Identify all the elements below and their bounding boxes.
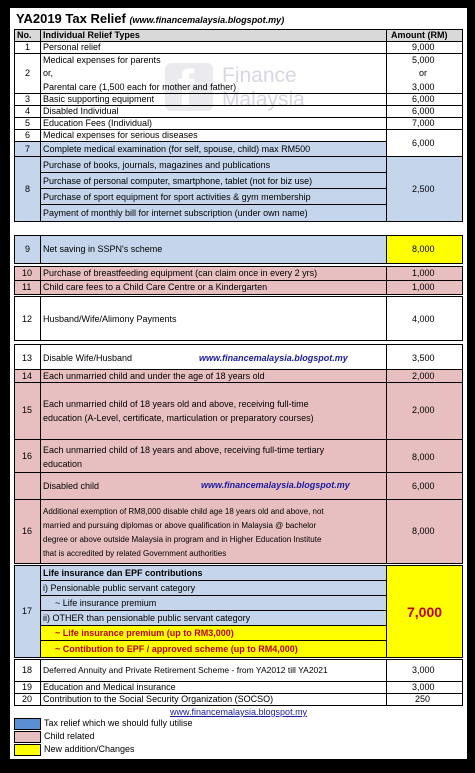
row-amount: 4,000 [412, 314, 435, 324]
row15-amount [386, 382, 463, 440]
row8-label-4 [40, 204, 387, 222]
watermark-url[interactable]: www.financemalaysia.blogspot.my [199, 353, 348, 363]
row-label-line: Medical expenses for parents [43, 55, 161, 65]
row2-amount [386, 53, 463, 94]
row-no: 6 [25, 130, 31, 140]
row-amount: 2,500 [412, 184, 435, 194]
row-amount: or [419, 68, 428, 78]
row-label-line: Each unmarried child of 18 years old and above, receiving full-time [43, 399, 309, 409]
row-label: Net saving in SSPN's scheme [43, 244, 163, 254]
row7-no [14, 141, 41, 157]
row-label: Personal relief [43, 42, 101, 52]
row-no: 18 [22, 665, 33, 675]
row-label-line: Each unmarried child of 18 years and above, receiving full-time tertiary [43, 445, 325, 455]
row-amount: 1,000 [412, 268, 435, 278]
row-amount: 8,000 [412, 452, 435, 462]
row17-amount [386, 565, 463, 658]
watermark-url[interactable]: www.financemalaysia.blogspot.my [201, 480, 350, 490]
row20-label [40, 693, 387, 706]
row8-label-2 [40, 172, 387, 189]
row12-label [40, 296, 387, 341]
row14-no [14, 369, 41, 383]
row8-label-3 [40, 188, 387, 205]
row17-label-5 [40, 625, 387, 641]
row17-label-2 [40, 580, 387, 596]
row-label: Purchase of books, journals, magazines and publications [43, 160, 271, 170]
row16c-no [14, 499, 41, 564]
row-no: 13 [22, 353, 33, 363]
row-no: 16 [22, 526, 33, 536]
row10-amount [386, 266, 463, 281]
row2-no [14, 53, 41, 94]
row-amount: 6,000 [412, 106, 435, 116]
row-no: 3 [25, 94, 31, 104]
row9-no [14, 235, 41, 264]
row-amount: 250 [415, 694, 431, 704]
row-amount-highlight: 7,000 [407, 604, 443, 620]
row-amount: 5,000 [412, 55, 435, 65]
row-no: 11 [22, 282, 32, 292]
header-amount-text: Amount (RM) [391, 30, 448, 40]
row12-no [14, 296, 41, 341]
row-amount: 2,000 [412, 371, 435, 381]
row-label: Disabled Individual [43, 106, 119, 116]
logo-letter: f [177, 60, 195, 118]
row-amount: 7,000 [412, 118, 435, 128]
row-label: Deferred Annuity and Private Retirement Scheme - from YA2012 till YA2021 [43, 665, 328, 675]
row-no: 17 [22, 606, 33, 616]
row9-amount [386, 235, 463, 264]
row-label-line: education [43, 459, 83, 469]
row-label: Each unmarried child and under the age of 18 years old [43, 371, 265, 381]
header-type-text: Individual Relief Types [43, 30, 140, 40]
row16c-amount [386, 499, 463, 564]
row13-amount [386, 344, 463, 371]
row-amount: 3,000 [412, 665, 435, 675]
row14-label [40, 369, 387, 383]
row-label-line: or, [43, 68, 54, 78]
row-label: ~ Life insurance premium [55, 598, 157, 608]
row7-label [40, 141, 387, 157]
legend-swatch-yellow [14, 744, 41, 756]
row-label: ~ Contibution to EPF / approved scheme (up to RM4,000) [55, 644, 298, 654]
row-label: Complete medical examination (for self, spouse, child) max RM500 [43, 144, 311, 154]
legend-label: New addition/Changes [44, 744, 135, 754]
row-amount: 3,000 [412, 82, 435, 92]
row-amount: 2,000 [412, 405, 435, 415]
row17-label-3 [40, 595, 387, 611]
row-no: 1 [25, 42, 31, 52]
row-label: Education Fees (Individual) [43, 118, 153, 128]
row17-label-4 [40, 610, 387, 626]
row-no: 7 [25, 144, 31, 154]
page-title [16, 11, 284, 28]
row-no: 15 [22, 405, 33, 415]
row2-label [40, 53, 387, 94]
row12-amount [386, 296, 463, 341]
legend-swatch-blue [14, 718, 41, 730]
title-site-link[interactable]: (www.financemalaysia.blogspot.my) [129, 15, 285, 25]
row15-no [14, 382, 41, 440]
row16b-amount [386, 472, 463, 500]
row16b-label [40, 472, 387, 500]
title-text: YA2019 Tax Relief [16, 11, 126, 26]
watermark-line1: Finance [222, 64, 297, 87]
row13-no [14, 344, 41, 371]
row14-amount [386, 369, 463, 383]
row-label: i) Pensionable public servant category [43, 583, 196, 593]
row-no: 20 [22, 694, 33, 704]
row-no: 19 [22, 682, 33, 692]
row17-no [14, 565, 41, 658]
row-no: 10 [22, 268, 33, 278]
row8-amount [386, 156, 463, 222]
row9-label [40, 235, 387, 264]
row13-label [40, 344, 387, 371]
row-label: Child care fees to a Child Care Centre or a Kindergarten [43, 282, 268, 292]
row10-no [14, 266, 41, 281]
row20-amount [386, 693, 463, 706]
row-no: 2 [25, 68, 31, 78]
row-label: Disable Wife/Husband [43, 353, 133, 363]
footer-url-link[interactable]: www.financemalaysia.blogspot.my [170, 707, 308, 717]
row18-amount [386, 659, 463, 682]
row16a-amount [386, 439, 463, 473]
legend-swatch-pink [14, 731, 41, 743]
row-amount: 1,000 [412, 282, 435, 292]
row6-7-amount [386, 129, 463, 157]
row-no: 12 [22, 314, 33, 324]
row-no: 16 [22, 451, 33, 461]
row-label: Disabled child [43, 481, 100, 491]
row18-no [14, 659, 41, 682]
row-label: Medical expenses for serious diseases [43, 130, 198, 140]
row-no: 5 [25, 118, 31, 128]
row-label: ii) OTHER than pensionable public servant category [43, 613, 251, 623]
row-amount: 6,000 [412, 138, 435, 148]
row11-no [14, 280, 41, 295]
row-label: ~ Life insurance premium (up to RM3,000) [55, 628, 234, 638]
row16a-label [40, 439, 387, 473]
row-label: Life insurance dan EPF contributions [43, 568, 203, 578]
row15-label [40, 382, 387, 440]
row17-label-1 [40, 565, 387, 581]
row-label: Purchase of breastfeeding equipment (can claim once in every 2 yrs) [43, 268, 318, 278]
row-amount: 3,000 [412, 682, 435, 692]
legend-label: Child related [44, 731, 95, 741]
row-label-line: degree or above outside Malaysia in program and in Higher Education Institute [43, 535, 322, 544]
legend [14, 718, 463, 758]
row10-label [40, 266, 387, 281]
row-label: Husband/Wife/Alimony Payments [43, 314, 177, 324]
row-label: Purchase of personal computer, smartphone, tablet (not for biz use) [43, 176, 313, 186]
row20-no [14, 693, 41, 706]
row-no: 9 [25, 244, 31, 254]
row11-amount [386, 280, 463, 295]
row-label: Purchase of sport equipment for sport activities & gym membership [43, 192, 311, 202]
row-label-line: married and pursuing diplomas or above qualification in Malaysia @ bachelor [43, 521, 317, 530]
row16c-label [40, 499, 387, 564]
tax-relief-sheet [10, 8, 467, 759]
row-label: Education and Medical insurance [43, 682, 176, 692]
row-label-line: education (A-Level, certificate, marticulation or preparatory courses) [43, 413, 314, 423]
row-no: 14 [22, 371, 33, 381]
row-label-line: that is accredited by related Government authorities [43, 549, 227, 558]
row16b-no [14, 472, 41, 500]
row8-label-1 [40, 156, 387, 173]
row-label: Basic supporting equipment [43, 94, 155, 104]
watermark-line2: Malaysia [222, 88, 305, 111]
row-no: 4 [25, 106, 31, 116]
row-amount: 8,000 [412, 244, 435, 254]
row-label: Payment of monthly bill for internet subscription (under own name) [43, 208, 308, 218]
row-no: 8 [25, 184, 31, 194]
row-label: Contribution to the Social Security Organization (SOCSO) [43, 694, 274, 704]
header-no-text: No. [17, 30, 32, 40]
row11-label [40, 280, 387, 295]
row-amount: 6,000 [412, 481, 435, 491]
row16a-no [14, 439, 41, 473]
row18-label [40, 659, 387, 682]
row8-no [14, 156, 41, 222]
row-amount: 6,000 [412, 94, 435, 104]
row-amount: 3,500 [412, 353, 435, 363]
row17-label-6 [40, 640, 387, 658]
row-amount: 8,000 [412, 526, 435, 536]
row-label-line: Parental care (1,500 each for mother and father) [43, 82, 237, 92]
row-amount: 9,000 [412, 42, 435, 52]
row-label-line: Additional exemption of RM8,000 disable child age 18 years old and above, not [43, 507, 324, 516]
legend-label: Tax relief which we should fully utilise [44, 718, 193, 728]
